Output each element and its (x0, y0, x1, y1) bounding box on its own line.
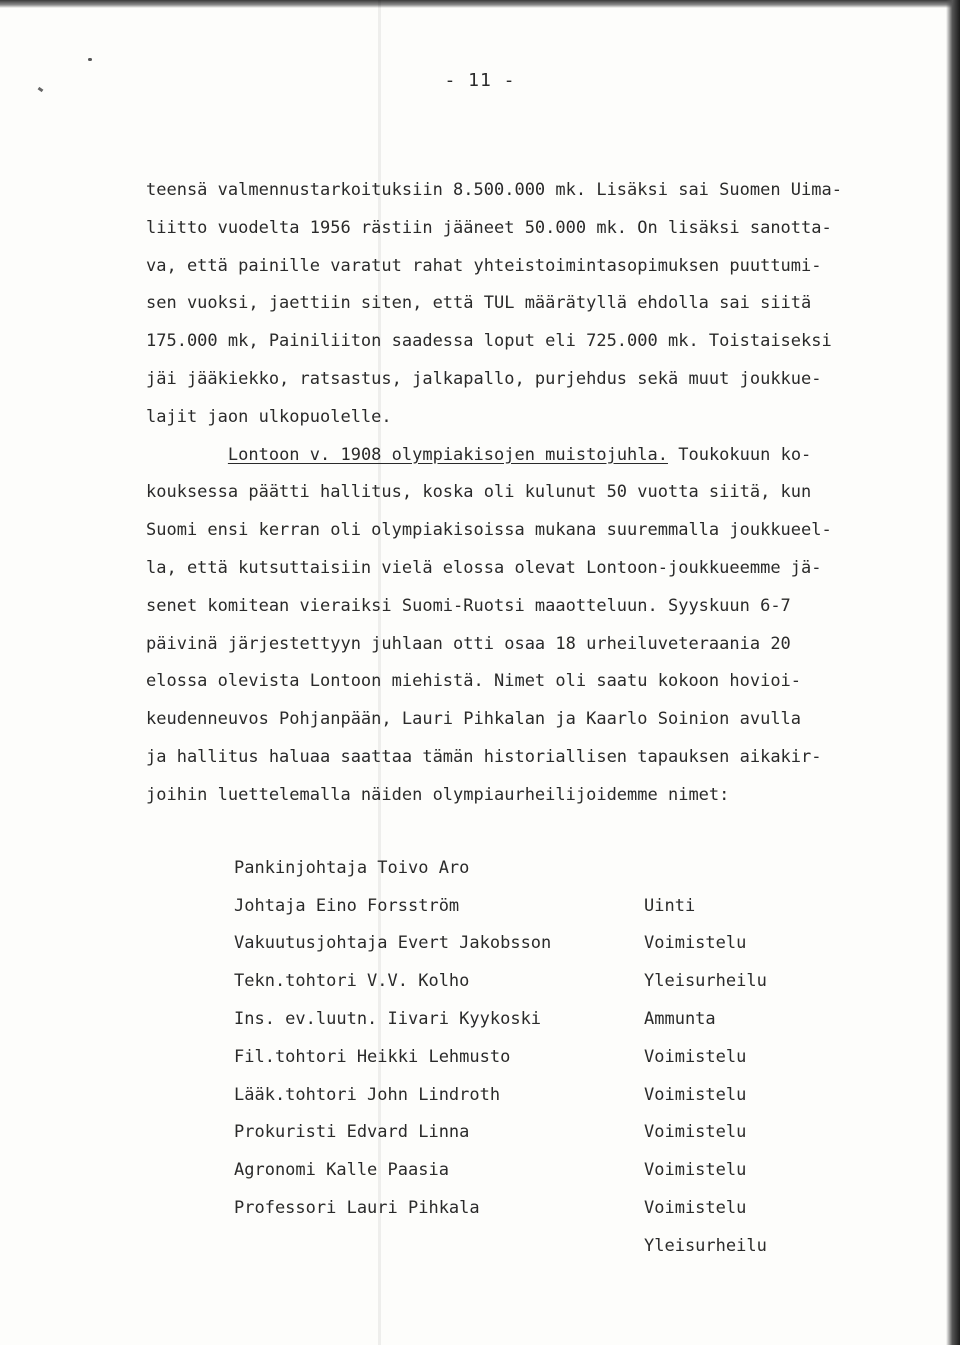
veteran-name: Tekn.tohtori V.V. Kolho (234, 971, 470, 992)
paragraph-line: Suomi ensi kerran oli olympiakisoissa mukana suuremmalla joukkueel- (146, 520, 832, 541)
veteran-sport: Yleisurheilu (644, 971, 767, 992)
veteran-name: Johtaja Eino Forsström (234, 895, 460, 916)
veteran-name: Professori Lauri Pihkala (234, 1197, 480, 1218)
paragraph-line: 175.000 mk, Painiliiton saadessa loput eli 725.000 mk. Toistaiseksi (146, 331, 832, 352)
veteran-sport: Voimistelu (644, 1197, 747, 1218)
veteran-name: Pankinjohtaja Toivo Aro (234, 857, 470, 878)
veteran-name: Agronomi Kalle Paasia (234, 1160, 449, 1181)
veteran-sport: Voimistelu (644, 1160, 747, 1181)
paragraph-line: elossa olevista Lontoon miehistä. Nimet oli saatu kokoon hovioi- (146, 671, 802, 692)
veteran-sport: Voimistelu (644, 1122, 747, 1143)
veteran-sport: Ammunta (644, 1008, 716, 1029)
paragraph-line: kouksessa päätti hallitus, koska oli kulunut 50 vuotta siitä, kun (146, 482, 812, 503)
paragraph-line: päivinä järjestettyyn juhlaan otti osaa 18 urheiluveteraania 20 (146, 633, 791, 654)
veteran-name: Ins. ev.luutn. Iivari Kyykoski (234, 1008, 542, 1029)
paragraph-line: jäi jääkiekko, ratsastus, jalkapallo, purjehdus sekä muut joukkue- (146, 368, 822, 389)
scan-edge-right (946, 0, 960, 1345)
paragraph-line: liitto vuodelta 1956 rästiin jääneet 50.000 mk. On lisäksi sanotta- (146, 217, 832, 238)
paragraph-line: ja hallitus haluaa saattaa tämän historiallisen tapauksen aikakir- (146, 746, 822, 767)
veteran-name: Lääk.tohtori John Lindroth (234, 1084, 501, 1105)
paragraph-line: teensä valmennustarkoituksiin 8.500.000 mk. Lisäksi sai Suomen Uima- (146, 180, 842, 200)
scan-edge-top (0, 0, 960, 8)
paragraph-line: va, että painille varatut rahat yhteistoimintasopimuksen puuttumi- (146, 255, 822, 276)
section-heading: Lontoon v. 1908 olympiakisojen muistojuhla. (227, 444, 668, 465)
veteran-sport: Voimistelu (644, 1084, 747, 1105)
paragraph-line: sen vuoksi, jaettiin siten, että TUL määrätyllä ehdolla sai siitä (146, 293, 812, 314)
paragraph-line: lajit jaon ulkopuolelle. (146, 406, 392, 427)
veteran-sport: Yleisurheilu (644, 1235, 767, 1256)
paragraph-line-continuation: Toukokuun ko- (668, 444, 812, 465)
paragraph-heading-line (146, 437, 926, 475)
veteran-sport: Voimistelu (644, 1046, 747, 1067)
veteran-sport: Voimistelu (644, 933, 747, 954)
body-text (146, 172, 926, 815)
paragraph-line: keudenneuvos Pohjanpään, Lauri Pihkalan ja Kaarlo Soinion avulla (146, 709, 802, 730)
veteran-name: Prokuristi Edvard Linna (234, 1122, 470, 1143)
page-number: - 11 - (444, 70, 516, 91)
veteran-name: Fil.tohtori Heikki Lehmusto (234, 1046, 511, 1067)
veterans-list (234, 812, 814, 1256)
paragraph-line: senet komitean vieraiksi Suomi-Ruotsi maaotteluun. Syyskuun 6-7 (146, 595, 791, 616)
scan-speck (88, 58, 92, 61)
veteran-name: Vakuutusjohtaja Evert Jakobsson (234, 933, 552, 954)
paragraph-line: la, että kutsuttaisiin vielä elossa olevat Lontoon-joukkueemme jä- (146, 557, 822, 578)
paragraph-line: joihin luettelemalla näiden olympiaurheilijoidemme nimet: (146, 784, 730, 805)
veteran-sport: Uinti (644, 895, 696, 916)
